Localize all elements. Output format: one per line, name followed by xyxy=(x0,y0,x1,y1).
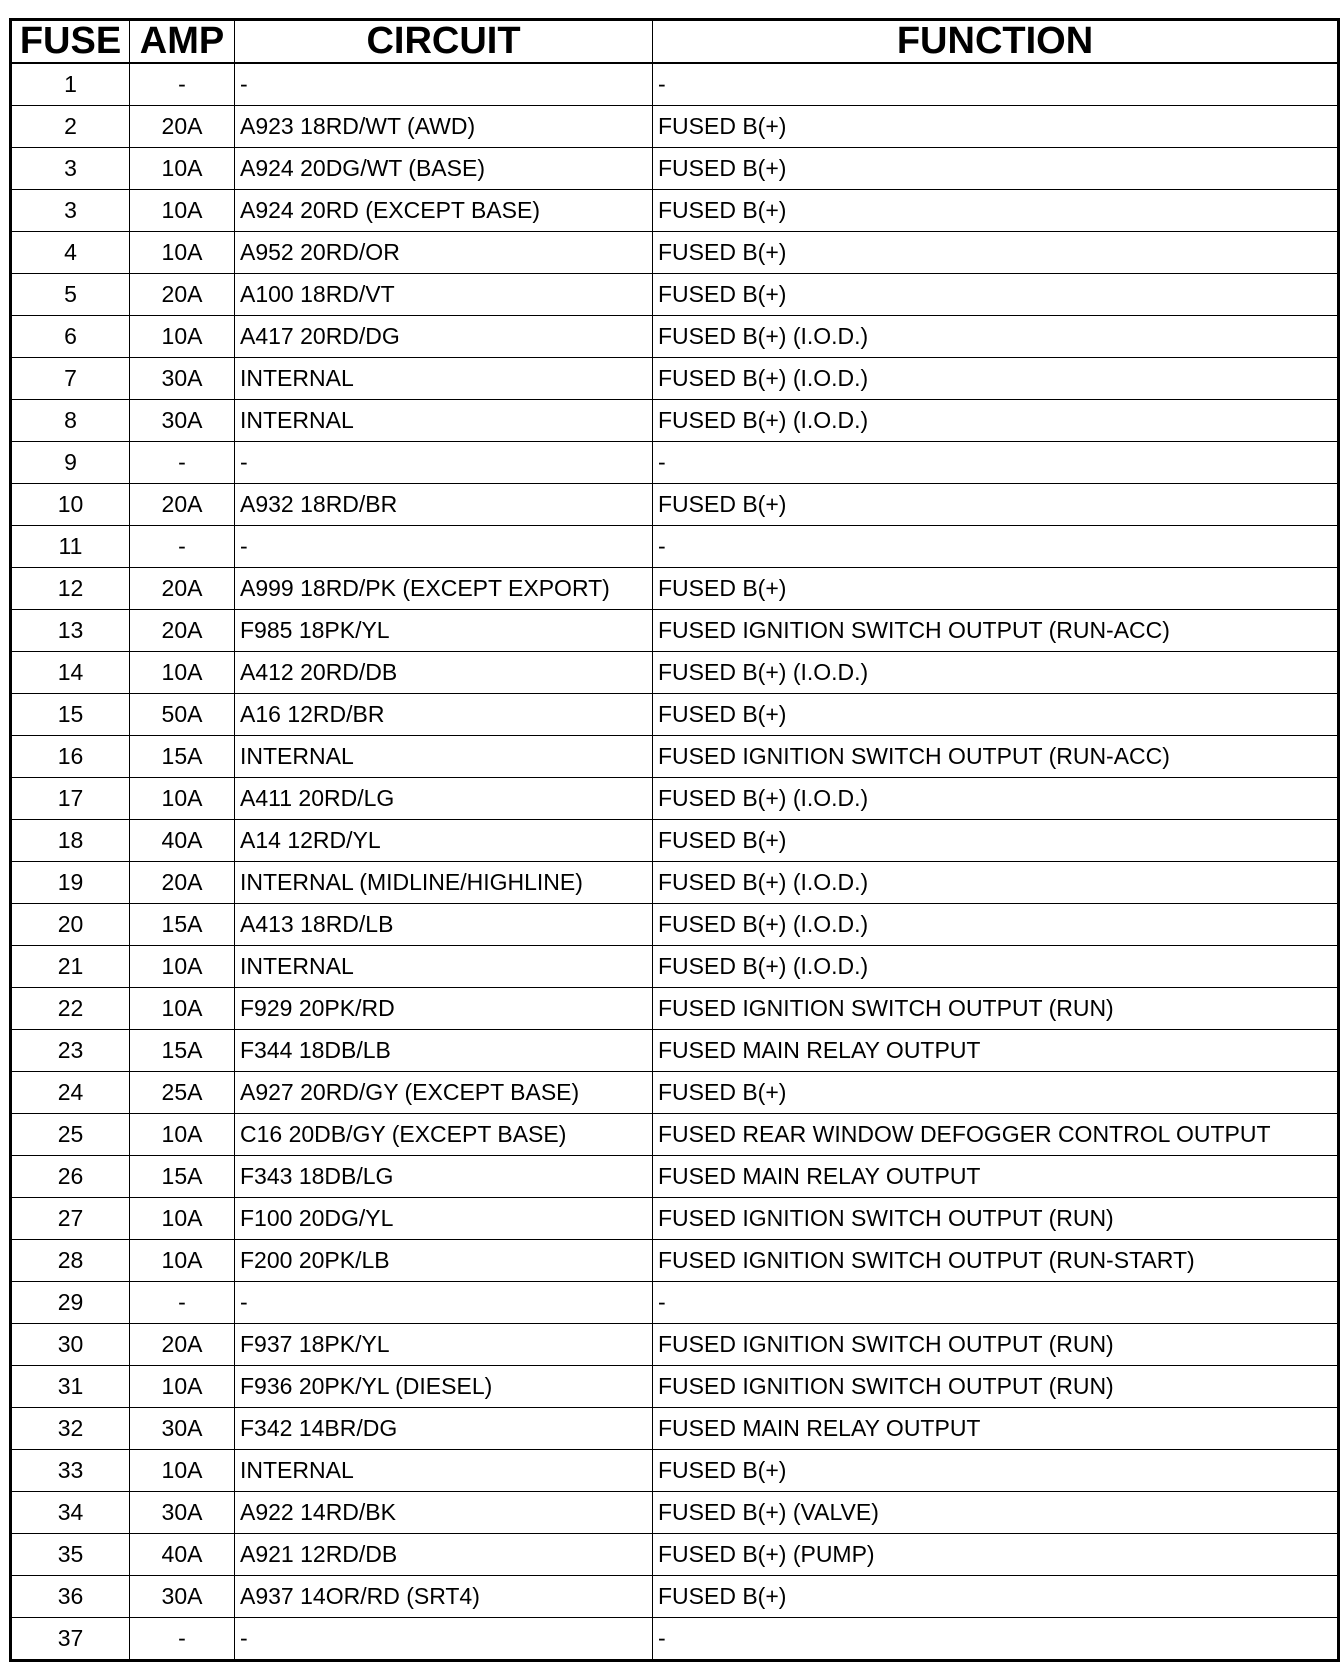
function-cell: - xyxy=(653,1618,1339,1661)
function-cell: - xyxy=(653,63,1339,106)
table-row xyxy=(11,526,1339,568)
table-row xyxy=(11,274,1339,316)
circuit-cell: A937 14OR/RD (SRT4) xyxy=(235,1576,653,1618)
function-cell: FUSED IGNITION SWITCH OUTPUT (RUN) xyxy=(653,1324,1339,1366)
amp-rating-cell: 25A xyxy=(130,1072,235,1114)
fuse-number-cell: 6 xyxy=(11,316,130,358)
circuit-cell: A923 18RD/WT (AWD) xyxy=(235,106,653,148)
fuse-number-cell: 21 xyxy=(11,946,130,988)
fuse-number-cell: 25 xyxy=(11,1114,130,1156)
function-cell: FUSED B(+) xyxy=(653,484,1339,526)
function-cell: FUSED B(+) xyxy=(653,568,1339,610)
table-row xyxy=(11,1408,1339,1450)
table-row xyxy=(11,1324,1339,1366)
function-cell: FUSED B(+) (I.O.D.) xyxy=(653,904,1339,946)
circuit-cell: F937 18PK/YL xyxy=(235,1324,653,1366)
fuse-number-cell: 18 xyxy=(11,820,130,862)
circuit-cell: A999 18RD/PK (EXCEPT EXPORT) xyxy=(235,568,653,610)
amp-rating-cell: 40A xyxy=(130,820,235,862)
fuse-number-cell: 14 xyxy=(11,652,130,694)
function-cell: FUSED MAIN RELAY OUTPUT xyxy=(653,1408,1339,1450)
function-cell: FUSED B(+) (I.O.D.) xyxy=(653,316,1339,358)
table-row xyxy=(11,988,1339,1030)
table-row xyxy=(11,1576,1339,1618)
header-circuit: CIRCUIT xyxy=(235,20,653,64)
table-row xyxy=(11,1114,1339,1156)
table-row xyxy=(11,736,1339,778)
circuit-cell: A100 18RD/VT xyxy=(235,274,653,316)
amp-rating-cell: 15A xyxy=(130,736,235,778)
amp-rating-cell: 10A xyxy=(130,1114,235,1156)
table-row xyxy=(11,1534,1339,1576)
amp-rating-cell: 10A xyxy=(130,1240,235,1282)
fuse-number-cell: 13 xyxy=(11,610,130,652)
function-cell: FUSED IGNITION SWITCH OUTPUT (RUN) xyxy=(653,988,1339,1030)
circuit-cell: F100 20DG/YL xyxy=(235,1198,653,1240)
circuit-cell: F342 14BR/DG xyxy=(235,1408,653,1450)
function-cell: FUSED B(+) (I.O.D.) xyxy=(653,778,1339,820)
table-row xyxy=(11,400,1339,442)
fuse-number-cell: 27 xyxy=(11,1198,130,1240)
table-row xyxy=(11,1366,1339,1408)
fuse-number-cell: 30 xyxy=(11,1324,130,1366)
function-cell: FUSED B(+) xyxy=(653,106,1339,148)
amp-rating-cell: 10A xyxy=(130,148,235,190)
function-cell: - xyxy=(653,526,1339,568)
amp-rating-cell: 40A xyxy=(130,1534,235,1576)
function-cell: FUSED B(+) xyxy=(653,1576,1339,1618)
amp-rating-cell: 20A xyxy=(130,862,235,904)
table-row xyxy=(11,484,1339,526)
amp-rating-cell: 20A xyxy=(130,1324,235,1366)
circuit-cell: INTERNAL xyxy=(235,736,653,778)
amp-rating-cell: - xyxy=(130,442,235,484)
function-cell: FUSED B(+) xyxy=(653,694,1339,736)
table-row xyxy=(11,1450,1339,1492)
table-row xyxy=(11,1618,1339,1661)
function-cell: FUSED B(+) (VALVE) xyxy=(653,1492,1339,1534)
table-row xyxy=(11,652,1339,694)
fuse-number-cell: 9 xyxy=(11,442,130,484)
table-row xyxy=(11,1030,1339,1072)
fuse-number-cell: 19 xyxy=(11,862,130,904)
table-row xyxy=(11,1492,1339,1534)
table-row xyxy=(11,610,1339,652)
amp-rating-cell: 10A xyxy=(130,1450,235,1492)
fuse-number-cell: 36 xyxy=(11,1576,130,1618)
amp-rating-cell: 10A xyxy=(130,778,235,820)
fuse-number-cell: 29 xyxy=(11,1282,130,1324)
circuit-cell: F343 18DB/LG xyxy=(235,1156,653,1198)
fuse-number-cell: 15 xyxy=(11,694,130,736)
function-cell: FUSED B(+) xyxy=(653,1450,1339,1492)
function-cell: FUSED B(+) (I.O.D.) xyxy=(653,358,1339,400)
circuit-cell: F200 20PK/LB xyxy=(235,1240,653,1282)
amp-rating-cell: 20A xyxy=(130,484,235,526)
fuse-number-cell: 32 xyxy=(11,1408,130,1450)
circuit-cell: A924 20RD (EXCEPT BASE) xyxy=(235,190,653,232)
function-cell: FUSED B(+) (I.O.D.) xyxy=(653,400,1339,442)
circuit-cell: F929 20PK/RD xyxy=(235,988,653,1030)
function-cell: FUSED B(+) xyxy=(653,274,1339,316)
fuse-number-cell: 5 xyxy=(11,274,130,316)
table-row xyxy=(11,148,1339,190)
fuse-number-cell: 24 xyxy=(11,1072,130,1114)
function-cell: FUSED IGNITION SWITCH OUTPUT (RUN-START) xyxy=(653,1240,1339,1282)
table-row xyxy=(11,1240,1339,1282)
function-cell: FUSED B(+) (PUMP) xyxy=(653,1534,1339,1576)
circuit-cell: A411 20RD/LG xyxy=(235,778,653,820)
table-row xyxy=(11,820,1339,862)
table-row xyxy=(11,1156,1339,1198)
function-cell: FUSED REAR WINDOW DEFOGGER CONTROL OUTPUT xyxy=(653,1114,1339,1156)
fuse-number-cell: 33 xyxy=(11,1450,130,1492)
fuse-number-cell: 17 xyxy=(11,778,130,820)
circuit-cell: A932 18RD/BR xyxy=(235,484,653,526)
amp-rating-cell: 20A xyxy=(130,568,235,610)
circuit-cell: A14 12RD/YL xyxy=(235,820,653,862)
table-row xyxy=(11,946,1339,988)
amp-rating-cell: 10A xyxy=(130,988,235,1030)
fuse-number-cell: 3 xyxy=(11,190,130,232)
table-row xyxy=(11,442,1339,484)
amp-rating-cell: - xyxy=(130,1618,235,1661)
function-cell: FUSED B(+) xyxy=(653,190,1339,232)
fuse-number-cell: 35 xyxy=(11,1534,130,1576)
table-row xyxy=(11,1072,1339,1114)
function-cell: FUSED B(+) (I.O.D.) xyxy=(653,652,1339,694)
fuse-number-cell: 1 xyxy=(11,63,130,106)
table-row xyxy=(11,862,1339,904)
amp-rating-cell: - xyxy=(130,526,235,568)
circuit-cell: A417 20RD/DG xyxy=(235,316,653,358)
fuse-number-cell: 23 xyxy=(11,1030,130,1072)
amp-rating-cell: 10A xyxy=(130,232,235,274)
function-cell: FUSED B(+) xyxy=(653,1072,1339,1114)
circuit-cell: A952 20RD/OR xyxy=(235,232,653,274)
circuit-cell: F936 20PK/YL (DIESEL) xyxy=(235,1366,653,1408)
function-cell: - xyxy=(653,442,1339,484)
circuit-cell: A927 20RD/GY (EXCEPT BASE) xyxy=(235,1072,653,1114)
amp-rating-cell: 10A xyxy=(130,1366,235,1408)
amp-rating-cell: 10A xyxy=(130,316,235,358)
header-row xyxy=(11,20,1339,64)
fuse-number-cell: 2 xyxy=(11,106,130,148)
circuit-cell: INTERNAL (MIDLINE/HIGHLINE) xyxy=(235,862,653,904)
function-cell: FUSED IGNITION SWITCH OUTPUT (RUN-ACC) xyxy=(653,610,1339,652)
fuse-number-cell: 10 xyxy=(11,484,130,526)
function-cell: FUSED B(+) xyxy=(653,148,1339,190)
function-cell: FUSED B(+) xyxy=(653,820,1339,862)
amp-rating-cell: - xyxy=(130,1282,235,1324)
function-cell: FUSED IGNITION SWITCH OUTPUT (RUN) xyxy=(653,1198,1339,1240)
amp-rating-cell: 20A xyxy=(130,610,235,652)
circuit-cell: C16 20DB/GY (EXCEPT BASE) xyxy=(235,1114,653,1156)
amp-rating-cell: 10A xyxy=(130,946,235,988)
fuse-number-cell: 11 xyxy=(11,526,130,568)
amp-rating-cell: 20A xyxy=(130,106,235,148)
circuit-cell: A922 14RD/BK xyxy=(235,1492,653,1534)
circuit-cell: A413 18RD/LB xyxy=(235,904,653,946)
table-row xyxy=(11,316,1339,358)
circuit-cell: - xyxy=(235,63,653,106)
circuit-cell: INTERNAL xyxy=(235,1450,653,1492)
circuit-cell: A16 12RD/BR xyxy=(235,694,653,736)
amp-rating-cell: 30A xyxy=(130,1492,235,1534)
header-function: FUNCTION xyxy=(653,20,1339,64)
fuse-number-cell: 28 xyxy=(11,1240,130,1282)
amp-rating-cell: 10A xyxy=(130,190,235,232)
fuse-number-cell: 31 xyxy=(11,1366,130,1408)
amp-rating-cell: 50A xyxy=(130,694,235,736)
circuit-cell: INTERNAL xyxy=(235,400,653,442)
fuse-number-cell: 8 xyxy=(11,400,130,442)
function-cell: FUSED IGNITION SWITCH OUTPUT (RUN) xyxy=(653,1366,1339,1408)
amp-rating-cell: 10A xyxy=(130,652,235,694)
table-row xyxy=(11,568,1339,610)
circuit-cell: F985 18PK/YL xyxy=(235,610,653,652)
fuse-number-cell: 3 xyxy=(11,148,130,190)
function-cell: FUSED MAIN RELAY OUTPUT xyxy=(653,1156,1339,1198)
table-row xyxy=(11,190,1339,232)
fuse-table xyxy=(9,18,1340,1662)
circuit-cell: INTERNAL xyxy=(235,946,653,988)
fuse-number-cell: 26 xyxy=(11,1156,130,1198)
amp-rating-cell: 15A xyxy=(130,1030,235,1072)
function-cell: FUSED B(+) xyxy=(653,232,1339,274)
table-row xyxy=(11,1198,1339,1240)
amp-rating-cell: 30A xyxy=(130,1408,235,1450)
header-fuse: FUSE xyxy=(11,20,130,64)
function-cell: - xyxy=(653,1282,1339,1324)
fuse-number-cell: 37 xyxy=(11,1618,130,1661)
table-row xyxy=(11,694,1339,736)
circuit-cell: A921 12RD/DB xyxy=(235,1534,653,1576)
function-cell: FUSED B(+) (I.O.D.) xyxy=(653,862,1339,904)
circuit-cell: F344 18DB/LB xyxy=(235,1030,653,1072)
table-body xyxy=(11,63,1339,1661)
fuse-number-cell: 16 xyxy=(11,736,130,778)
fuse-number-cell: 7 xyxy=(11,358,130,400)
table-row xyxy=(11,106,1339,148)
circuit-cell: A412 20RD/DB xyxy=(235,652,653,694)
table-row xyxy=(11,778,1339,820)
circuit-cell: - xyxy=(235,442,653,484)
header-amp: AMP xyxy=(130,20,235,64)
circuit-cell: - xyxy=(235,1618,653,1661)
amp-rating-cell: 15A xyxy=(130,904,235,946)
table-row xyxy=(11,63,1339,106)
fuse-number-cell: 34 xyxy=(11,1492,130,1534)
fuse-number-cell: 12 xyxy=(11,568,130,610)
amp-rating-cell: 30A xyxy=(130,400,235,442)
circuit-cell: A924 20DG/WT (BASE) xyxy=(235,148,653,190)
function-cell: FUSED B(+) (I.O.D.) xyxy=(653,946,1339,988)
fuse-number-cell: 20 xyxy=(11,904,130,946)
function-cell: FUSED MAIN RELAY OUTPUT xyxy=(653,1030,1339,1072)
amp-rating-cell: - xyxy=(130,63,235,106)
amp-rating-cell: 30A xyxy=(130,358,235,400)
table-row xyxy=(11,1282,1339,1324)
circuit-cell: - xyxy=(235,526,653,568)
amp-rating-cell: 30A xyxy=(130,1576,235,1618)
circuit-cell: INTERNAL xyxy=(235,358,653,400)
fuse-number-cell: 4 xyxy=(11,232,130,274)
table-row xyxy=(11,904,1339,946)
amp-rating-cell: 15A xyxy=(130,1156,235,1198)
circuit-cell: - xyxy=(235,1282,653,1324)
function-cell: FUSED IGNITION SWITCH OUTPUT (RUN-ACC) xyxy=(653,736,1339,778)
amp-rating-cell: 10A xyxy=(130,1198,235,1240)
table-header xyxy=(11,20,1339,64)
table-row xyxy=(11,358,1339,400)
amp-rating-cell: 20A xyxy=(130,274,235,316)
table-row xyxy=(11,232,1339,274)
fuse-number-cell: 22 xyxy=(11,988,130,1030)
